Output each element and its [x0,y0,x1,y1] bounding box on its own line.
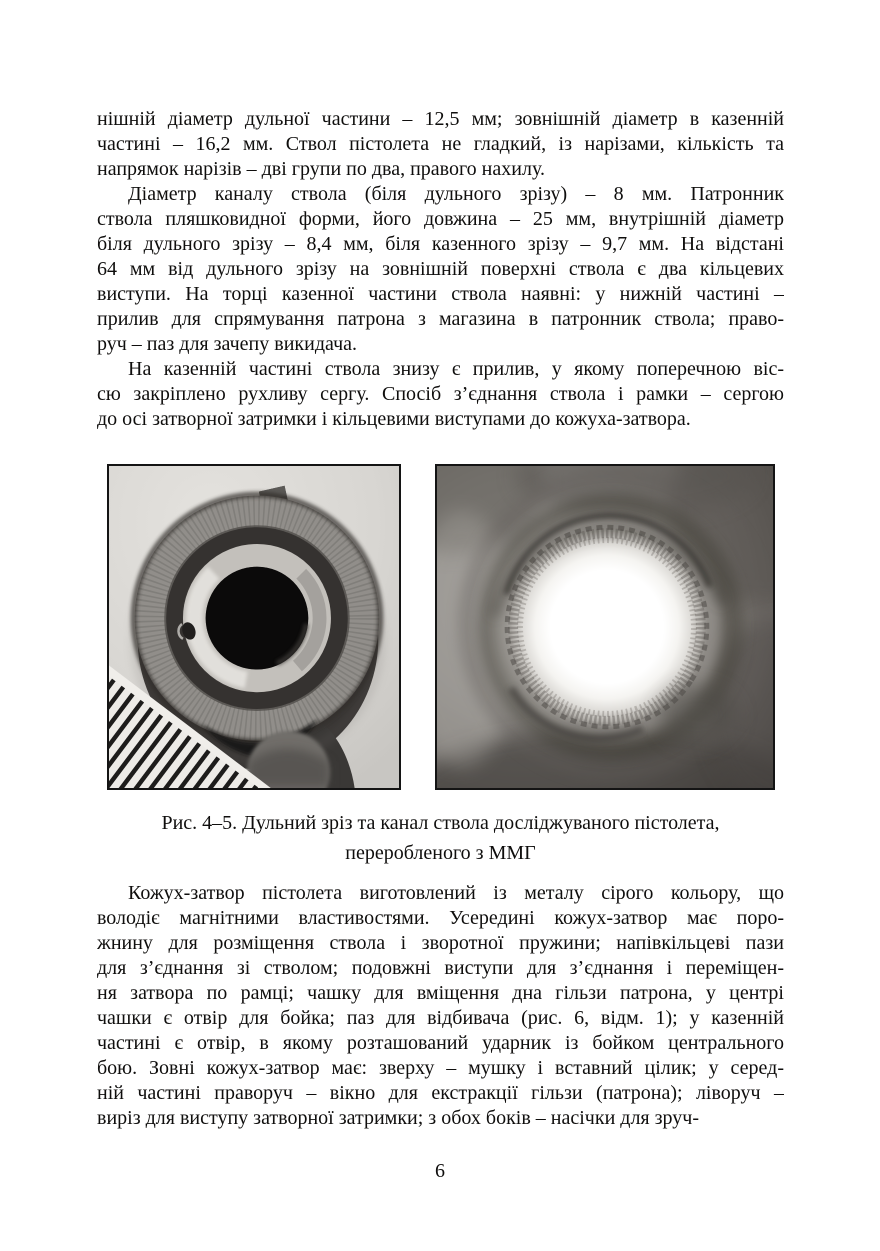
text-line: жнину для розміщення ствола і зворотної пружини; напівкільцеві пази [97,932,784,954]
muzzle-photo-illustration [109,466,399,788]
text-line: руч – паз для зачепу викидача. [97,333,357,355]
body-text-bottom [97,881,784,1131]
paragraph [97,881,784,1131]
page-number: 6 [435,1160,445,1182]
paragraph [97,107,784,182]
text-line: володіє магнітними властивостями. Усередині кожух-затвор має поро- [97,907,784,929]
paragraph [97,357,784,432]
body-text-top [97,107,784,432]
text-line: частині є отвір, в якому розташований ударник із бойком центрального [97,1032,784,1054]
text-line: біля дульного зрізу – 8,4 мм, біля казенного зрізу – 9,7 мм. На відстані [97,233,784,255]
figure-caption [97,808,784,868]
text-line: для з’єднання зі стволом; подовжні виступи для з’єднання і переміщен- [97,957,784,979]
text-line: Кожух-затвор пістолета виготовлений із металу сірого кольору, що [128,882,784,904]
muzzle-face-photo [107,464,401,790]
bore-channel-photo [435,464,775,790]
paragraph [97,182,784,357]
text-line: Діаметр каналу ствола (біля дульного зрізу) – 8 мм. Патронник [128,183,784,205]
muzzle-rings [134,495,381,742]
figure-caption-line: Рис. 4–5. Дульний зріз та канал ствола досліджуваного пістолета, [161,812,720,834]
text-line: ній частині праворуч – вікно для екстракції гільзи (патрона); ліворуч – [97,1082,784,1104]
text-line: сю закріплено рухливу сергу. Спосіб з’єднання ствола і рамки – сергою [97,383,784,405]
text-line: бою. Зовні кожух-затвор має: зверху – мушку і вставний цілик; у серед- [97,1057,784,1079]
text-line: частині – 16,2 мм. Ствол пістолета не гладкий, із нарізами, кількість та [97,133,784,155]
figure-caption-line: переробленого з ММГ [345,842,536,864]
text-line: нішній діаметр дульної частини – 12,5 мм; зовнішній діаметр в казенній [97,108,784,130]
text-line: ня затвора по рамці; чашку для вміщення дна гільзи патрона, у центрі [97,982,784,1004]
text-line: напрямок нарізів – дві групи по два, правого нахилу. [97,158,545,180]
text-line: прилив для спрямування патрона з магазина в патронник ствола; право- [97,308,784,330]
bore-photo-illustration [437,466,773,788]
text-line: 64 мм від дульного зрізу на зовнішній поверхні ствола є два кільцевих [97,258,784,280]
text-line: виступи. На торці казенної частини ствола наявні: у нижній частині – [97,283,784,305]
text-line: На казенній частині ствола знизу є прилив, у якому поперечною віс- [128,358,784,380]
text-line: чашки є отвір для бойка; паз для відбивача (рис. 6, відм. 1); у казенній [97,1007,784,1029]
text-line: ствола пляшковидної форми, його довжина – 25 мм, внутрішній діаметр [97,208,784,230]
text-line: виріз для виступу затворної затримки; з обох боків – насічки для зруч- [97,1107,699,1129]
text-line: до осі затворної затримки і кільцевими виступами до кожуха-затвора. [97,408,691,430]
